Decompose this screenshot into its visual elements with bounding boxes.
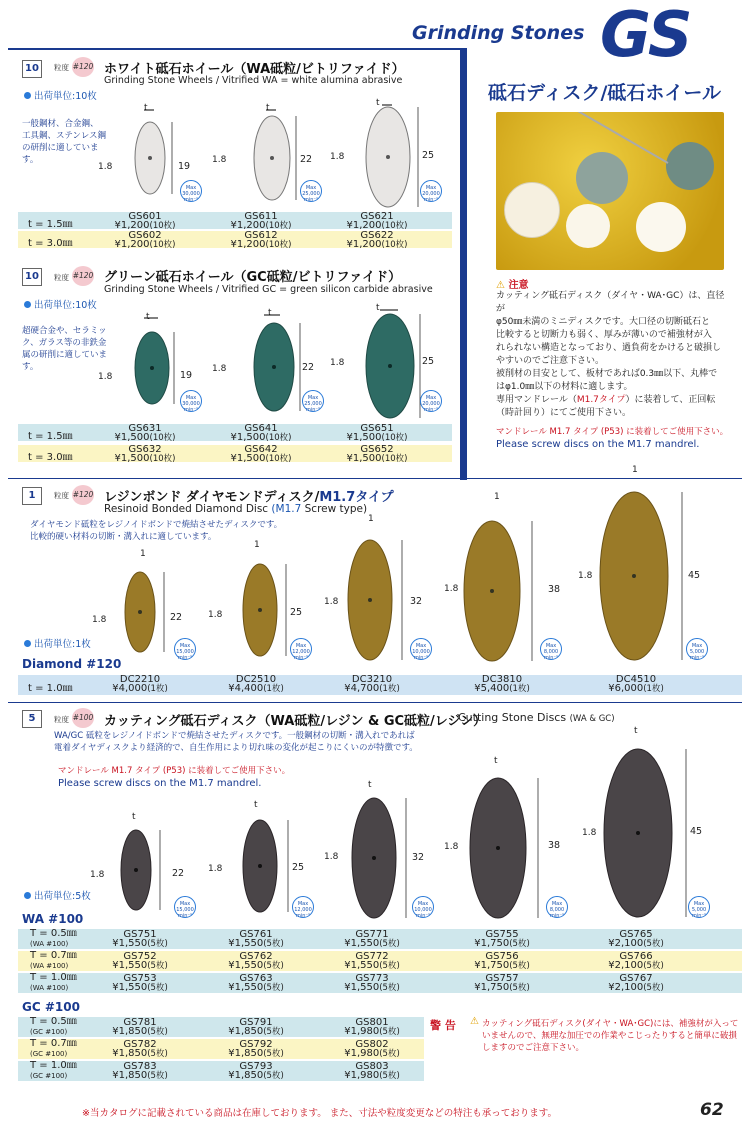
footer-note: ※当カタログに記載されている商品は在庫しております。 また、寸法や粒度変更などの特注も承っております。 [82,1108,557,1119]
dim-diameter: 22 [300,154,313,165]
product-cell: GS755 ¥1,750(5枚) [474,929,530,949]
product-cell: GS762 ¥1,550(5枚) [228,951,284,971]
product-cell: DC4510 ¥6,000(1枚) [608,674,664,694]
product-cell: GS773 ¥1,550(5枚) [344,973,400,993]
grit-badge: #100 [72,708,94,728]
max-speed-badge: Max 12,000 min⁻¹ [290,638,312,660]
product-cell: GS601 ¥1,200(10枚) [114,211,176,231]
warning-text: カッティング砥石ディスク(ダイヤ・WA･GC)には、補強材が入っていませんので、無理な加圧での作業やこじったりすると簡単に破損しますのでご注意下さい。 [482,1019,739,1053]
max-speed-badge: Max 10,000 min⁻¹ [410,638,432,660]
row-label: T = 0.5㎜ (GC #100) [30,1016,77,1036]
dim-bore: 1.8 [444,842,459,852]
product-cell: DC2510 ¥4,400(1枚) [228,674,284,694]
product-cell: GS793 ¥1,850(5枚) [228,1061,284,1081]
dim-diameter: 45 [688,570,701,581]
grit-label: 粒度 [54,63,69,72]
vertical-divider [460,48,467,480]
warning-label: 警 告 [430,1019,456,1032]
shipping-unit-text: 出荷単位:5枚 [34,891,91,902]
row-label: t = 1.0㎜ [28,683,73,694]
product-cell: GS802 ¥1,980(5枚) [344,1039,400,1059]
row-label: T = 0.5㎜ (WA #100) [30,928,77,948]
mandrel-note-jp: マンドレール M1.7 タイプ (P53) に装着してご使用下さい。 [58,766,291,776]
section-subtitle: Cutting Stone Discs (WA & GC) [458,711,615,724]
product-cell: GS752 ¥1,550(5枚) [112,951,168,971]
header-title: Grinding Stones [412,22,585,44]
max-speed-badge: Max 8,000 min⁻¹ [546,896,568,918]
dim-bore: 1.8 [98,162,113,172]
group-label: Diamond #120 [22,657,122,671]
grit-label: 粒度 [54,491,69,500]
shipping-unit [24,297,97,311]
dim-t: t [268,308,272,318]
bullet-icon [24,92,31,99]
section-subtitle: Resinoid Bonded Diamond Disc (M1.7 Screw type) [104,503,368,515]
dim-diameter: 22 [302,362,315,373]
shipping-unit [24,636,91,650]
grit-label: 粒度 [54,715,69,724]
product-cell: GS612 ¥1,200(10枚) [230,230,292,250]
dim-diameter: 19 [178,161,191,172]
grit-badge: #120 [72,266,94,286]
product-cell: GS642 ¥1,500(10枚) [230,444,292,464]
product-cell: GS756 ¥1,750(5枚) [474,951,530,971]
product-cell: GS651 ¥1,500(10枚) [346,423,408,443]
dim-t: 1 [632,465,638,475]
product-cell: GS761 ¥1,550(5枚) [228,929,284,949]
max-speed-badge: Max 12,000 min⁻¹ [292,896,314,918]
dim-bore: 1.8 [90,870,105,880]
product-cell: GS783 ¥1,850(5枚) [112,1061,168,1081]
mandrel-note-en: Please screw discs on the M1.7 mandrel. [496,439,700,450]
section-title: グリーン砥石ホイール（GC砥粒/ビトリファイド） [104,270,402,285]
bullet-icon [24,640,31,647]
product-cell: GS621 ¥1,200(10枚) [346,211,408,231]
product-cell: GS622 ¥1,200(10枚) [346,230,408,250]
row-label: t = 3.0㎜ [28,238,73,249]
product-photo [496,112,724,270]
product-cell: GS751 ¥1,550(5枚) [112,929,168,949]
dim-diameter: 22 [172,868,185,879]
product-cell: GS766 ¥2,100(5枚) [608,951,664,971]
row-label: T = 0.7㎜ (GC #100) [30,1038,77,1058]
dim-bore: 1.8 [212,364,227,374]
dim-diameter: 22 [170,612,183,623]
warning-icon: ⚠ [496,280,505,291]
dim-t: t [266,103,270,113]
product-cell: GS781 ¥1,850(5枚) [112,1017,168,1037]
disc-diagram-gs755 [460,770,560,932]
dim-t: t [368,780,372,790]
product-cell: GS791 ¥1,850(5枚) [228,1017,284,1037]
dim-bore: 1.8 [444,584,459,594]
product-cell: GS757 ¥1,750(5枚) [474,973,530,993]
divider [8,478,742,479]
dim-bore: 1.8 [324,852,339,862]
disc-diagram-dc4510 [590,482,700,674]
dim-diameter: 32 [412,852,425,863]
dim-diameter: 25 [422,356,435,367]
dim-t: t [146,312,150,322]
max-speed-badge: Max 25,000 min⁻¹ [300,180,322,202]
header-subtitle: 砥石ディスク/砥石ホイール [488,82,722,104]
row-label: T = 1.0㎜ (GC #100) [30,1060,77,1080]
max-speed-badge: Max 5,000 min⁻¹ [688,896,710,918]
dim-bore: 1.8 [98,372,113,382]
max-speed-badge: Max 10,000 min⁻¹ [412,896,434,918]
shipping-unit [24,888,91,902]
dim-diameter: 45 [690,826,703,837]
dim-t: t [254,800,258,810]
dim-t: t [144,103,148,113]
grit-label: 粒度 [54,273,69,282]
warning-icon: ⚠ [470,1016,479,1027]
qty-icon: 10 [22,268,42,286]
dim-diameter: 19 [180,370,193,381]
caution-title: ⚠ 注意 [496,280,529,291]
dim-bore: 1.8 [578,571,593,581]
max-speed-badge: Max 25,000 min⁻¹ [302,390,324,412]
max-speed-badge: Max 15,000 min⁻¹ [174,896,196,918]
bullet-icon [24,892,31,899]
dim-t: 1 [494,492,500,502]
header-rule [8,48,460,50]
mandrel-note-jp: マンドレール M1.7 タイプ (P53) に装着してご使用下さい。 [496,427,729,437]
max-speed-badge: Max 30,000 min⁻¹ [180,390,202,412]
qty-icon: 10 [22,60,42,78]
product-cell: GS771 ¥1,550(5枚) [344,929,400,949]
product-cell: GS803 ¥1,980(5枚) [344,1061,400,1081]
dim-bore: 1.8 [330,358,345,368]
dim-bore: 1.8 [92,615,107,625]
product-cell: GS631 ¥1,500(10枚) [114,423,176,443]
dim-t: t [376,98,380,108]
shipping-unit [24,88,97,102]
photo-green-disc [576,152,628,204]
dim-diameter: 32 [410,596,423,607]
dim-t: 1 [254,540,260,550]
caution-text: カッティング砥石ディスク（ダイヤ・WA･GC）は、直径が φ50㎜未満のミニディスクです。大口径の切断砥石と 比較すると切断力も弱く、厚みが薄いので補強材が入 れられない構造となっており、過負荷をかけると破損し やすいのでご注意下さい。 被削材の目安として、板材であれば0.3㎜以下、丸棒で はφ1.0㎜以下の材料に適します。 専用マンドレール（M1.7タイプ）に装着して、正回転 （時計回り）にてご使用下さい。 [496,291,725,418]
dim-t: t [634,726,638,736]
group-label: WA #100 [22,912,84,926]
product-cell: GS765 ¥2,100(5枚) [608,929,664,949]
section-subtitle: Grinding Stone Wheels / Vitrified GC = green silicon carbide abrasive [104,284,433,295]
max-speed-badge: Max 5,000 min⁻¹ [686,638,708,660]
product-cell: GS801 ¥1,980(5枚) [344,1017,400,1037]
dim-diameter: 25 [290,607,303,618]
dim-t: 1 [140,549,146,559]
product-cell: GS611 ¥1,200(10枚) [230,211,292,231]
grit-badge: #120 [72,485,94,505]
mandrel-note-en: Please screw discs on the M1.7 mandrel. [58,778,262,789]
product-cell: GS767 ¥2,100(5枚) [608,973,664,993]
row-label: T = 1.0㎜ (WA #100) [30,972,77,992]
section-title: ホワイト砥石ホイール（WA砥粒/ビトリファイド） [104,62,405,77]
max-speed-badge: Max 30,000 min⁻¹ [180,180,202,202]
photo-white-disc [504,182,560,238]
dim-t: t [132,812,136,822]
row-label: t = 1.5㎜ [28,431,73,442]
product-cell: GS602 ¥1,200(10枚) [114,230,176,250]
max-speed-badge: Max 15,000 min⁻¹ [174,638,196,660]
dim-t: t [494,756,498,766]
dim-diameter: 25 [292,862,305,873]
dim-t: 1 [368,514,374,524]
product-cell: GS792 ¥1,850(5枚) [228,1039,284,1059]
shipping-unit-text: 出荷単位:10枚 [34,91,97,102]
qty-icon: 1 [22,487,42,505]
row-label: t = 3.0㎜ [28,452,73,463]
qty-icon: 5 [22,710,42,728]
page-number: 62 [700,1100,724,1120]
dim-bore: 1.8 [330,152,345,162]
shipping-unit-text: 出荷単位:1枚 [34,639,91,650]
photo-green-disc-2 [666,142,714,190]
dim-bore: 1.8 [208,610,223,620]
dim-diameter: 38 [548,584,561,595]
row-label: t = 1.5㎜ [28,219,73,230]
max-speed-badge: Max 8,000 min⁻¹ [540,638,562,660]
product-cell: GS763 ¥1,550(5枚) [228,973,284,993]
grit-badge: #120 [72,57,94,77]
section-desc: 超硬合金や、セラミック、ガラス等の非鉄金属の研削に適しています。 [22,326,108,372]
section-desc: 一般鋼材、合金鋼、工具鋼、ステンレス鋼の研削に適しています。 [22,119,106,165]
dim-bore: 1.8 [212,155,227,165]
dim-bore: 1.8 [324,597,339,607]
max-speed-badge: Max 20,000 min⁻¹ [420,390,442,412]
section-title: カッティング砥石ディスク（WA砥粒/レジン & GC砥粒/レジン） [104,714,487,729]
max-speed-badge: Max 20,000 min⁻¹ [420,180,442,202]
dim-bore: 1.8 [582,828,597,838]
section-subtitle: Grinding Stone Wheels / Vitrified WA = white alumina abrasive [104,75,403,86]
product-cell: GS772 ¥1,550(5枚) [344,951,400,971]
product-cell: GS641 ¥1,500(10枚) [230,423,292,443]
dim-diameter: 38 [548,840,561,851]
product-cell: DC3810 ¥5,400(1枚) [474,674,530,694]
photo-white-disc-3 [636,202,686,252]
product-cell: DC3210 ¥4,700(1枚) [344,674,400,694]
photo-white-disc-2 [566,204,610,248]
product-cell: GS652 ¥1,500(10枚) [346,444,408,464]
dim-diameter: 25 [422,150,435,161]
row-label: T = 0.7㎜ (WA #100) [30,950,77,970]
product-cell: GS753 ¥1,550(5枚) [112,973,168,993]
product-cell: GS782 ¥1,850(5枚) [112,1039,168,1059]
bullet-icon [24,301,31,308]
group-label: GC #100 [22,1000,80,1014]
divider [8,702,742,703]
product-cell: GS632 ¥1,500(10枚) [114,444,176,464]
section-desc: ダイヤモンド砥粒をレジノイドボンドで焼結させたディスクです。 比較的硬い材料の切断・溝入れに適しています。 [30,520,283,542]
section-title: レジンボンド ダイヤモンドディスク/M1.7タイプ [104,490,394,505]
shipping-unit-text: 出荷単位:10枚 [34,300,97,311]
product-cell: DC2210 ¥4,000(1枚) [112,674,168,694]
dim-bore: 1.8 [208,864,223,874]
brand-logo: GS [600,0,690,71]
section-desc: WA/GC 砥粒をレジノイドボンドで焼結させたディスクです。一般鋼材の切断・溝入れであれば 電着ダイヤディスクより経済的で、自生作用により切れ味の変化が起こりにくいのが特徴です。 [54,731,418,753]
dim-t: t [376,303,380,313]
